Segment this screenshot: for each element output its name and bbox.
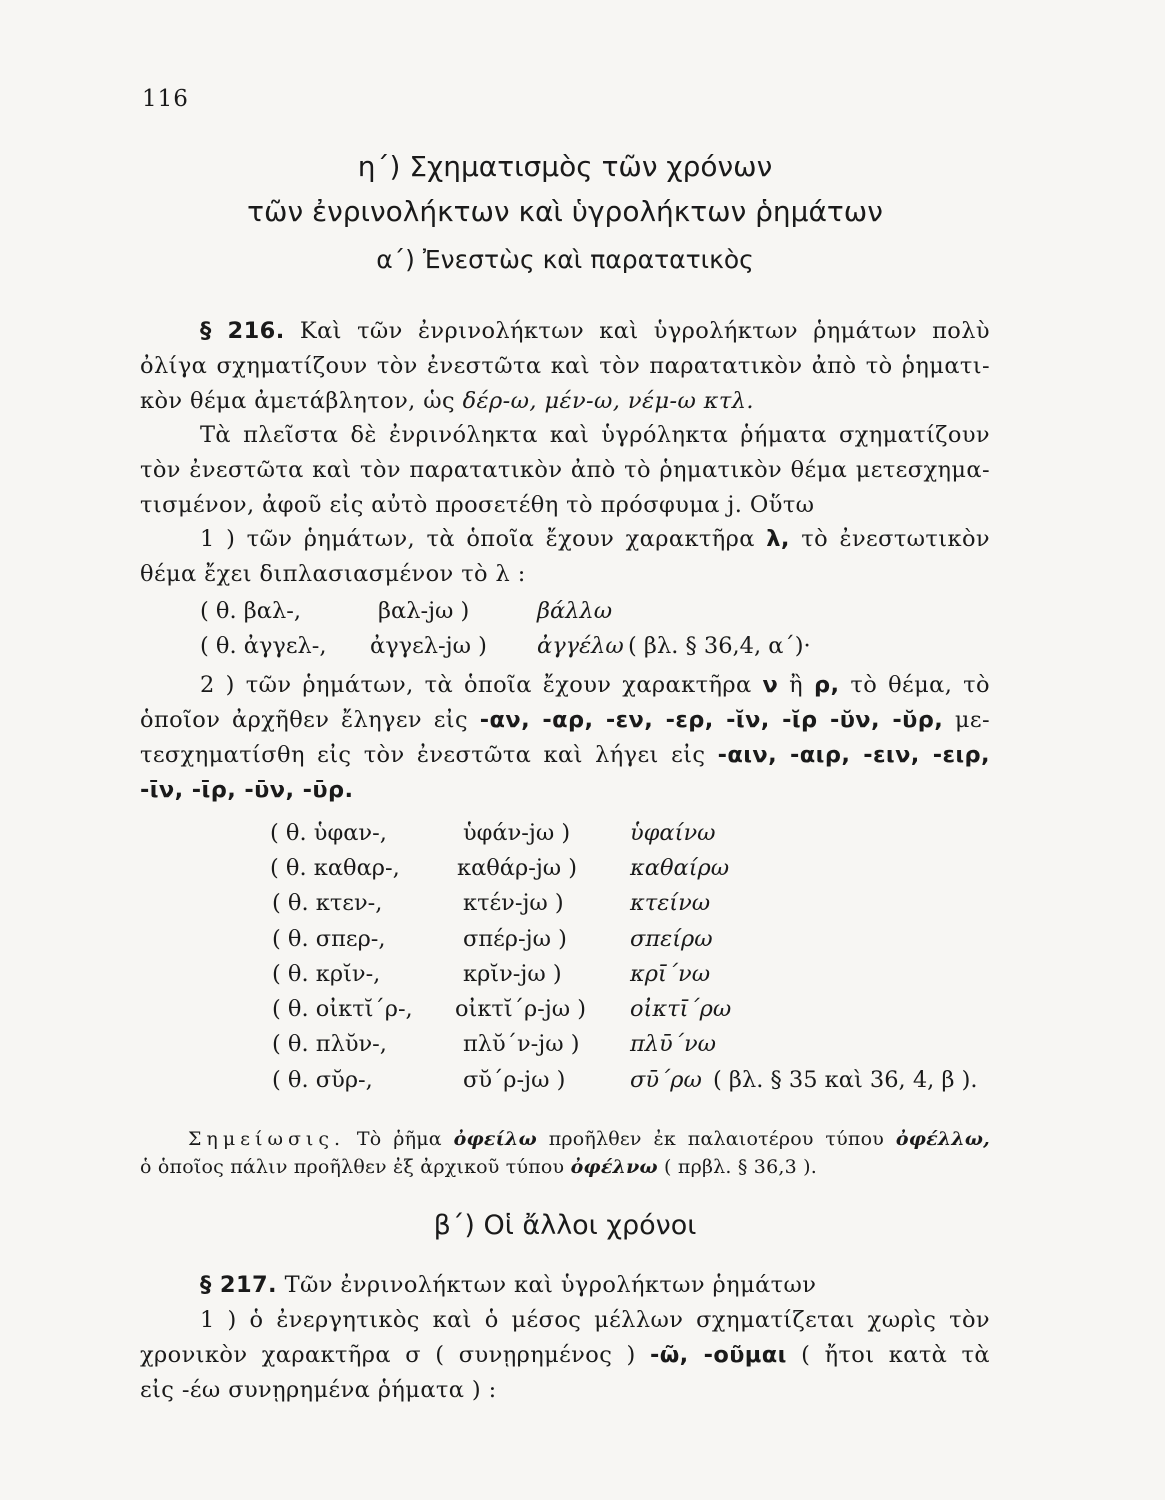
table-row-cell: οἰκτῑ΄ρω (630, 996, 732, 1022)
table-row-cell: σῡ΄ρω (630, 1067, 702, 1093)
table-row-cell: ( θ. κτεν-, (272, 890, 383, 916)
table-row-cell: σῠ΄ρ-jω ) (463, 1067, 566, 1093)
paragraph-216-line1: § 216. Καὶ τῶν ἐνρινολήκτων καὶ ὑγρολήκτων ῥημάτων πολὺ (140, 318, 990, 344)
paragraph-number: § 217. (200, 1272, 277, 1298)
paragraph-217-line4: εἰς -έω συνῃρημένα ῥήματα ) : (140, 1377, 497, 1403)
table-row-cell: ἀγγελ-jω ) (370, 633, 487, 659)
item2-line1: 2 ) τῶν ῥημάτων, τὰ ὁποῖα ἔχουν χαρακτῆρα ν ἢ ρ, τὸ θέμα, τὸ (200, 672, 990, 698)
table-row-cell: κτέν-jω ) (463, 890, 564, 916)
table-row-cell: ( θ. ὑφαν-, (270, 820, 387, 846)
chapter-heading-line2: τῶν ἐνρινολήκτων καὶ ὑγρολήκτων ῥημάτων (247, 195, 883, 228)
paragraph-216-line4: Τὰ πλεῖστα δὲ ἐνρινόληκτα καὶ ὑγρόληκτα ῥήματα σχηματίζουν (200, 422, 990, 448)
table-row-cell: ( θ. κρῐν-, (272, 961, 381, 987)
note-line1: Σημείωσις. Τὸ ῥῆμα ὀφείλω προῆλθεν ἐκ παλαιοτέρου τύπου ὀφέλλω, (188, 1128, 990, 1150)
section-heading-b: β΄) Οἱ ἄλλοι χρόνοι (433, 1210, 697, 1241)
table-row-cell: ὑφαίνω (630, 820, 716, 846)
paragraph-216-line3: κὸν θέμα ἀμετάβλητον, ὡς δέρ-ω, μέν-ω, νέμ-ω κτλ. (140, 388, 754, 414)
paragraph-216-line2: ὀλίγα σχηματίζουν τὸν ἐνεστῶτα καὶ τὸν παρατατικὸν ἀπὸ τὸ ῥηματι- (140, 353, 990, 379)
table-row-cell: κτείνω (630, 890, 711, 916)
paragraph-number: § 216. (200, 318, 285, 344)
table-row-cell: ( θ. καθαρ-, (270, 855, 400, 881)
table-row-cell: πλῡ΄νω (630, 1031, 717, 1057)
paragraph-217-line1: § 217. Τῶν ἐνρινολήκτων καὶ ὑγρολήκτων ῥημάτων (200, 1272, 817, 1298)
paragraph-216-line6: τισμένον, ἀφοῦ εἰς αὐτὸ προσετέθη τὸ πρόσφυμα j. Οὕτω (140, 492, 815, 518)
paragraph-217-line3: χρονικὸν χαρακτῆρα σ ( συνῃρημένος ) -ῶ, -οῦμαι ( ἤτοι κατὰ τὰ (140, 1342, 991, 1368)
table-row-cell: κρῐν-jω ) (463, 961, 562, 987)
table-row-cell: ( βλ. § 35 καὶ 36, 4, β ). (713, 1067, 978, 1093)
table-row-cell: ( βλ. § 36,4, α΄)· (628, 633, 811, 659)
table-row-cell: καθαίρω (630, 855, 730, 881)
table-row-cell: ( θ. ἀγγελ-, (200, 633, 327, 659)
table-row-cell: ἀγγέλω (537, 633, 624, 659)
paragraph-217-line2: 1 ) ὁ ἐνεργητικὸς καὶ ὁ μέσος μέλλων σχηματίζεται χωρὶς τὸν (200, 1307, 990, 1333)
table-row-cell: ὑφάν-jω ) (463, 820, 571, 846)
note-label: Σημείωσις. (188, 1128, 346, 1150)
table-row-cell: καθάρ-jω ) (457, 855, 578, 881)
item2-line4: -ῑν, -ῑρ, -ῡν, -ῡρ. (140, 777, 354, 803)
table-row-cell: ( θ. πλῠν-, (272, 1031, 387, 1057)
table-row-cell: σπέρ-jω ) (463, 926, 567, 952)
table-row-cell: οἰκτῐ΄ρ-jω ) (455, 996, 587, 1022)
paragraph-216-line5: τὸν ἐνεστῶτα καὶ τὸν παρατατικὸν ἀπὸ τὸ ῥηματικὸν θέμα μετεσχημα- (140, 457, 990, 483)
table-row-cell: κρῑ΄νω (630, 961, 711, 987)
item1-line2: θέμα ἔχει διπλασιασμένον τὸ λ : (140, 561, 526, 587)
table-row-cell: σπείρω (630, 926, 713, 952)
chapter-heading: η΄) Σχηματισμὸς τῶν χρόνων (357, 150, 773, 183)
item2-line3: τεσχηματίσθη εἰς τὸν ἐνεστῶτα καὶ λήγει εἰς -αιν, -αιρ, -ειν, -ειρ, (140, 742, 990, 768)
table-row-cell: ( θ. οἰκτῐ΄ρ-, (272, 996, 413, 1022)
page-number: 116 (142, 86, 189, 112)
section-heading: α΄) Ἐνεστὼς καὶ παρατατικὸς (376, 245, 754, 274)
table-row-cell: βαλ-jω ) (378, 598, 470, 624)
table-row-cell: ( θ. σπερ-, (272, 926, 386, 952)
item2-line2: ὁποῖον ἀρχῆθεν ἔληγεν εἰς -αν, -αρ, -εν, -ερ, -ῐν, -ῐρ -ῠν, -ῠρ, με- (140, 707, 990, 733)
table-row-cell: πλῠ΄ν-jω ) (463, 1031, 580, 1057)
table-row-cell: ( θ. βαλ-, (200, 598, 301, 624)
table-row-cell: ( θ. σῠρ-, (272, 1067, 373, 1093)
table-row-cell: βάλλω (537, 598, 613, 624)
note-line2: ὁ ὁποῖος πάλιν προῆλθεν ἐξ ἀρχικοῦ τύπου ὀφέλνω ( πρβλ. § 36,3 ). (140, 1156, 817, 1178)
item1-line1: 1 ) τῶν ῥημάτων, τὰ ὁποῖα ἔχουν χαρακτῆρα λ, τὸ ἐνεστωτικὸν (200, 526, 990, 552)
